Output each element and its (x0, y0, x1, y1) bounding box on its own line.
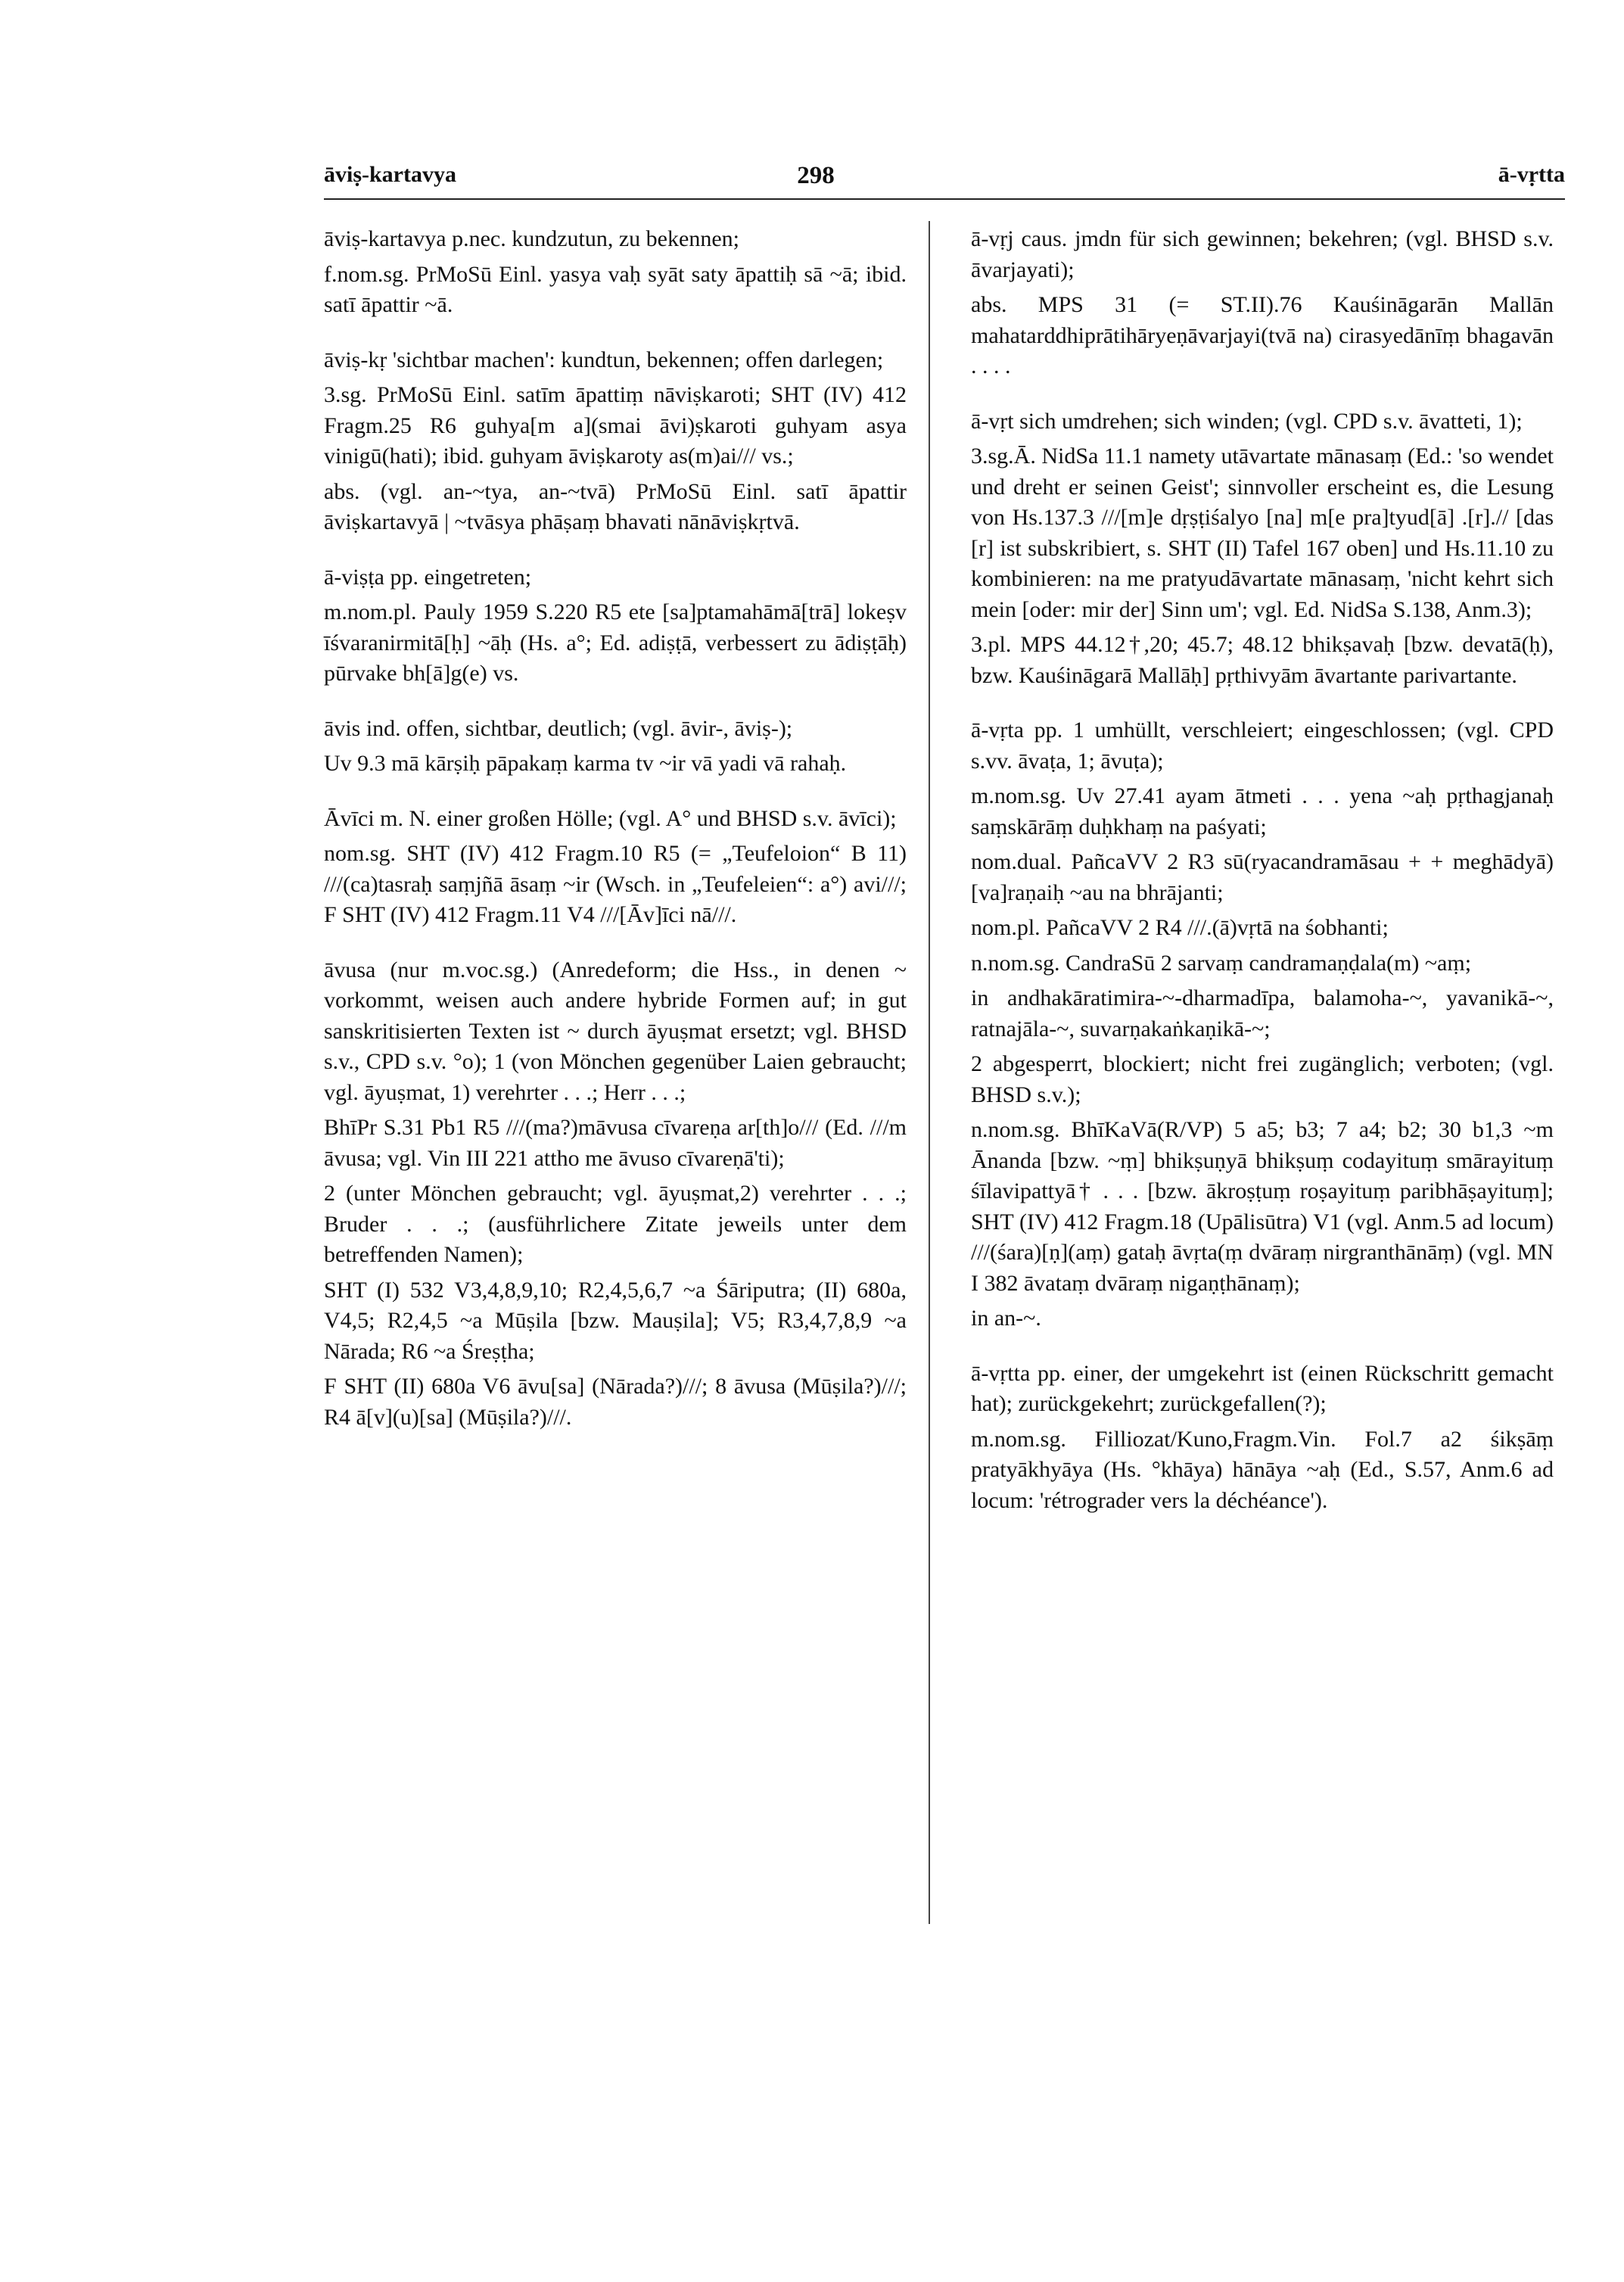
left-column (324, 224, 907, 1457)
dictionary-entry-avis (324, 714, 907, 780)
entry-headword-line: ā-viṣṭa pp. eingetreten; (324, 564, 532, 590)
entry-citation: SHT (I) 532 V3,4,8,9,10; R2,4,5,6,7 ~a Śāriputra; (II) 680a, V4,5; R2,4,5 ~a Mūṣila [bzw. Mauṣila]; V5; R3,4,7,8,9 ~a Nārada; R6 ~a Śreṣṭha; (324, 1277, 907, 1364)
entry-citation: in andhakāratimira-~-dharmadīpa, balamoha-~, yavanikā-~, ratnajāla-~, suvarṇakaṅkaṇikā-~; (971, 985, 1554, 1041)
entry-headword-line: āviṣ-kṛ 'sichtbar machen': kundtun, bekennen; offen darlegen; (324, 347, 884, 372)
dictionary-entry-avrj (971, 224, 1554, 382)
entry-headword-line: ā-vṛt sich umdrehen; sich winden; (vgl. CPD s.v. āvatteti, 1); (971, 408, 1523, 434)
entry-citation: 3.sg. PrMoSū Einl. satīm āpattiṃ nāviṣkaroti; SHT (IV) 412 Fragm.25 R6 guhya[m a](smai āvi)ṣkaroti guhyam asya vinigū(hati); ibid. guhyam āviṣkaroty as(m)ai/// vs.; (324, 382, 907, 469)
entry-headword-line: Āvīci m. N. einer großen Hölle; (vgl. A° und BHSD s.v. āvīci); (324, 805, 897, 831)
entry-citation: 3.sg.Ā. NidSa 11.1 namety utāvartate mānasaṃ (Ed.: 'so wendet und dreht er seinen Geist'; sinnvoller erscheint es, die Lesung von Hs.137.3 ///[m]e dṛṣṭiśalyo [na] m[e pra]tyud[ā] .[r].// [das [r] ist subskribiert, s. SHT (II) Tafel 167 oben] und Hs.11.10 zu kombinieren: na me pratyudāvartate mānasaṃ, 'nicht kehrt sich mein [oder: mir der] Sinn um'; vgl. Ed. NidSa S.138, Anm.3); (971, 444, 1554, 622)
entry-headword-line: āvusa (nur m.voc.sg.) (Anredeform; die Hss., in denen ~ vorkommt, weisen auch andere hybride Formen auf; in gut sanskritisierten Texten ist ~ durch āyuṣmat ersetzt; vgl. BHSD s.v., CPD s.v. °o); 1 (von Mönchen gegenüber Laien gebraucht; vgl. āyuṣmat, 1) verehrter . . .; Herr . . .; (324, 957, 907, 1105)
entry-headword-line: ā-vṛta pp. 1 umhüllt, verschleiert; eingeschlossen; (vgl. CPD s.vv. āvaṭa, 1; āvuṭa); (971, 718, 1554, 774)
right-column (971, 224, 1554, 1540)
entry-citation: m.nom.sg. Uv 27.41 ayam ātmeti . . . yena ~aḥ pṛthagjanaḥ saṃskārāṃ duḥkhaṃ na paśyati; (971, 783, 1554, 839)
entry-headword-line: ā-vṛj caus. jmdn für sich gewinnen; bekehren; (vgl. BHSD s.v. āvarjayati); (971, 226, 1554, 282)
entry-citation: Uv 9.3 mā kārṣiḥ pāpakaṃ karma tv ~ir vā yadi vā rahaḥ. (324, 751, 847, 776)
dictionary-entry-avusa (324, 955, 907, 1434)
entry-citation: f.nom.sg. PrMoSū Einl. yasya vaḥ syāt saty āpattiḥ sā ~ā; ibid. satī āpattir ~ā. (324, 261, 907, 317)
entry-headword-line: ā-vṛtta pp. einer, der umgekehrt ist (einen Rückschritt gemacht hat); zurückgekehrt; zurückgefallen(?); (971, 1360, 1554, 1416)
entry-citation: F SHT (II) 680a V6 āvu[sa] (Nārada?)///; 8 āvusa (Mūṣila?)///; R4 ā[v](u)[sa] (Mūṣila?)///. (324, 1374, 907, 1430)
entry-headword-line: āvis ind. offen, sichtbar, deutlich; (vgl. āvir-, āviṣ-); (324, 715, 793, 741)
entry-citation: 3.pl. MPS 44.12†,20; 45.7; 48.12 bhikṣavaḥ [bzw. devatā(ḥ), bzw. Kauśināgarā Mallāḥ] pṛthivyām āvartante parivartante. (971, 632, 1554, 688)
entry-citation: 2 (unter Mönchen gebraucht; vgl. āyuṣmat,2) verehrter . . .; Bruder . . .; (ausführlichere Zitate jeweils unter dem betreffenden Namen); (324, 1181, 907, 1267)
entry-citation: nom.dual. PañcaVV 2 R3 sū(ryacandramāsau + + meghādyā)[va]raṇaiḥ ~au na bhrājanti; (971, 849, 1554, 905)
entry-citation: BhīPr S.31 Pb1 R5 ///(ma?)māvusa cīvareṇa ar[th]o/// (Ed. ///m āvusa; vgl. Vin III 221 attho me āvuso cīvareṇā'ti); (324, 1115, 907, 1171)
dictionary-entry-avrta (971, 715, 1554, 1334)
dictionary-entry-aviskr (324, 345, 907, 538)
dictionary-entry-avista (324, 562, 907, 690)
header-rule (324, 198, 1565, 200)
running-head-left: āviṣ-kartavya (324, 162, 456, 187)
dictionary-entry-avrtta (971, 1359, 1554, 1517)
entry-citation: m.nom.pl. Pauly 1959 S.220 R5 ete [sa]ptamahāmā[trā] lokeṣv īśvaranirmitā[ḥ] ~āḥ (Hs. a°; Ed. adiṣṭā, verbessert zu ādiṣṭāḥ) pūrvake bh[ā]g(e) vs. (324, 599, 907, 686)
running-head-right: ā-vṛtta (1498, 162, 1565, 187)
entry-citation: nom.sg. SHT (IV) 412 Fragm.10 R5 (= „Teufeloion“ B 11) ///(ca)tasraḥ saṃjñā āsaṃ ~ir (Wsch. in „Teufeleien“: a°) avi///; F SHT (IV) 412 Fragm.11 V4 ///[Āv]īci nā///. (324, 841, 907, 927)
entry-citation: abs. MPS 31 (= ST.II).76 Kauśināgarān Mallān mahatarddhiprātihāryeṇāvarjayi(tvā na) cirasyedānīṃ bhagavān . . . . (971, 292, 1554, 378)
dictionary-entry-avrt (971, 406, 1554, 692)
entry-citation: n.nom.sg. BhīKaVā(R/VP) 5 a5; b3; 7 a4; b2; 30 b1,3 ~m Ānanda [bzw. ~ṃ] bhikṣuṇyā bhikṣuṃ codayituṃ smārayituṃ śīlavipattyā† . . . [bzw. ākroṣṭuṃ roṣayituṃ paribhāṣayituṃ]; SHT (IV) 412 Fragm.18 (Upālisūtra) V1 (vgl. Anm.5 ad locum) ///(śara)[ṇ](aṃ) gataḥ āvṛta(ṃ dvāraṃ nirgranthānāṃ) (vgl. MN I 382 āvataṃ dvāraṃ nigaṇṭhānaṃ); (971, 1117, 1554, 1296)
entry-citation: 2 abgesperrt, blockiert; nicht frei zugänglich; verboten; (vgl. BHSD s.v.); (971, 1051, 1554, 1107)
dictionary-entry-avici (324, 804, 907, 931)
entry-citation: in an-~. (971, 1306, 1041, 1331)
entry-citation: abs. (vgl. an-~tya, an-~tvā) PrMoSū Einl. satī āpattir āviṣkartavyā | ~tvāsya phāṣaṃ bhavati nānāviṣkṛtvā. (324, 478, 907, 534)
column-divider (929, 221, 930, 1924)
entry-citation: nom.pl. PañcaVV 2 R4 ///.(ā)vṛtā na śobhanti; (971, 915, 1389, 940)
page-number: 298 (797, 162, 835, 189)
entry-citation: m.nom.sg. Filliozat/Kuno,Fragm.Vin. Fol.7 a2 śikṣāṃ pratyākhyāya (Hs. °khāya) hānāya ~aḥ (Ed., S.57, Anm.6 ad locum: 'rétrograder vers la déchéance'). (971, 1426, 1554, 1513)
entry-headword-line: āviṣ-kartavya p.nec. kundzutun, zu bekennen; (324, 226, 739, 251)
dictionary-entry-aviskartavya (324, 224, 907, 321)
entry-citation: n.nom.sg. CandraSū 2 sarvaṃ candramaṇḍala(m) ~aṃ; (971, 950, 1472, 976)
